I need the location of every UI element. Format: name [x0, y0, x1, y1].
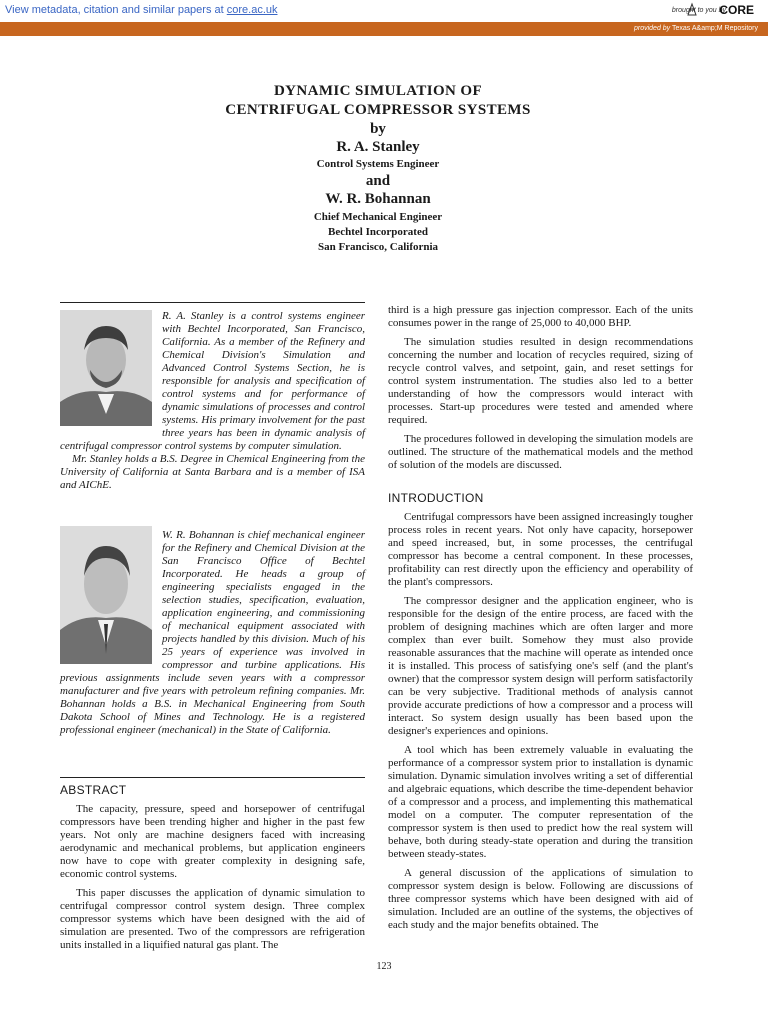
provider-name: Texas A&amp;M Repository	[672, 25, 758, 32]
bohannan-bio	[60, 529, 365, 737]
author-2-name: W. R. Bohannan	[325, 191, 431, 207]
core-link[interactable]: core.ac.uk	[226, 4, 278, 16]
stanley-bio	[60, 310, 365, 492]
right-column	[388, 304, 693, 938]
abstract-heading: ABSTRACT	[60, 783, 127, 797]
abstract-paragraph-1: The capacity, pressure, speed and horsepower of centrifugal compressors have been trending higher and higher in the past few years. Not only are machine designers faced with increasing aerodynamic and mechanical problems, but application engineers now have to cope with greater complexity in designing safe, economic control systems.	[60, 803, 365, 880]
intro-paragraph-2: The compressor designer and the application engineer, who is responsible for the design of the entire process, are faced with the problem of designing machines which are often larger and more complex than ever built. Somehow they must also provide reasonable assurances that the machine will operate as intended once it is installed. This process of satisfying one's self (and the plant's owner) that the compressor system design will perform satisfactorily can be very subjective. Traditional methods of analysis cannot provide accurate predictions of how a compressor and a process will interact. So system design usually has been based upon the designer's experiences and opinions.	[388, 595, 693, 737]
core-logo-icon	[686, 2, 698, 16]
title-block	[150, 82, 606, 253]
right-paragraph-0: third is a high pressure gas injection compressor. Each of the units consumes power in the range of 25,000 to 40,000 BHP.	[388, 304, 693, 329]
right-paragraph-2: The procedures followed in developing the simulation models are outlined. The structure of the mathematical models and the method of solution of the models are discussed.	[388, 433, 693, 471]
core-banner	[0, 0, 768, 22]
title-line-2: CENTRIFUGAL COMPRESSOR SYSTEMS	[225, 102, 531, 118]
bio-bottom-rule	[60, 777, 365, 778]
intro-paragraph-1: Centrifugal compressors have been assigned increasingly tougher process roles in recent years. Not only have capacity, horsepower and speed increased, but, in some processes, the centrifugal compressor has become a central component. In these processes, profitability can rest directly upon the efficiency and operability of the plant's compressors.	[388, 511, 693, 588]
abstract-section	[60, 784, 365, 958]
provider-bar	[0, 22, 768, 36]
photo-spacer	[60, 310, 162, 434]
bio-top-rule	[60, 302, 365, 303]
provider-text[interactable]	[634, 25, 758, 32]
photo-spacer-2	[60, 529, 162, 665]
metadata-link[interactable]	[5, 4, 278, 16]
page-number: 123	[376, 961, 392, 972]
location: San Francisco, California	[317, 241, 439, 253]
bohannan-bio-text	[60, 529, 365, 737]
author-1-role: Control Systems Engineer	[316, 158, 440, 170]
introduction-heading: INTRODUCTION	[388, 491, 484, 505]
author-2-role: Chief Mechanical Engineer	[313, 211, 443, 223]
metadata-prefix: View metadata, citation and similar papers at	[5, 4, 227, 16]
author-1-name: R. A. Stanley	[336, 139, 420, 155]
core-brand-label[interactable]: CORE	[719, 3, 754, 17]
and-label: and	[365, 173, 391, 189]
stanley-bio-paragraph-1: R. A. Stanley is a control systems engineer with Bechtel Incorporated, San Francisco, California. As a member of the Refinery and Chemical Division's Simulation and Advanced Control Systems Section, he is responsible for analysis and specification of control systems and for performance of dynamic simulations of processes and control systems. His primary involvement for the past three years has been in dynamic analysis of centrifugal compressor control systems by computer simulation.	[60, 310, 365, 452]
abstract-paragraph-2: This paper discusses the application of dynamic simulation to centrifugal compressor control system design. Three complex compressor systems which have been designed with the aid of simulation are presented. Two of the compressors are refrigeration units installed in a liquified natural gas plant. The	[60, 887, 365, 951]
brought-by-text: brought to you by	[671, 7, 726, 14]
intro-paragraph-3: A tool which has been extremely valuable in evaluating the performance of a compressor system prior to installation is dynamic simulation. Dynamic simulation involves writing a set of differential and algebraic equations, which describe the time-dependent behavior of a compressor and a process, and implementing this mathematical model on a computer. The computer representation of the compressor system is then used to predict how the real system will behave, both during steady-state operation and during the transition between steady-states.	[388, 744, 693, 860]
stanley-bio-text-1	[60, 310, 365, 453]
right-paragraph-1: The simulation studies resulted in design recommendations concerning the number and location of recycles required, sizing of recycle control valves, and setpoint, gain, and reset settings for control system instrumentation. The studies also led to a better understanding of how the compressors would interact with processes. Start-up procedures were tested and amended where required.	[388, 336, 693, 426]
title-line-1: DYNAMIC SIMULATION OF	[273, 83, 483, 99]
provided-prefix: provided by	[633, 25, 671, 32]
organization: Bechtel Incorporated	[328, 226, 428, 238]
intro-paragraph-4: A general discussion of the applications of simulation to compressor system design is below. Following are discussions of three compressor systems which have been designed with aid of simulation. Included are an outline of the systems, the objectives of each study and the major benefits obtained. The	[388, 867, 693, 931]
stanley-bio-paragraph-2: Mr. Stanley holds a B.S. Degree in Chemical Engineering from the University of California at Santa Barbara and is a member of ISA and AIChE.	[60, 453, 365, 491]
by-label: by	[370, 121, 386, 137]
bohannan-bio-paragraph: W. R. Bohannan is chief mechanical engineer for the Refinery and Chemical Division at the San Francisco Office of Bechtel Incorporated. He heads a group of engineering specialists engaged in the selection studies, specification, evaluation, application engineering, and commissioning of mechanical equipment associated with projects handled by this division. Much of his 25 years of experience was involved in compressor and turbine applications. His previous assignments include seven years with a compressor manufacturer and five years with petroleum refining companies. Mr. Bohannan holds a B.S. in Mechanical Engineering from South Dakota School of Mines and Technology. He is a registered professional engineer (mechanical) in the State of California.	[60, 529, 365, 736]
